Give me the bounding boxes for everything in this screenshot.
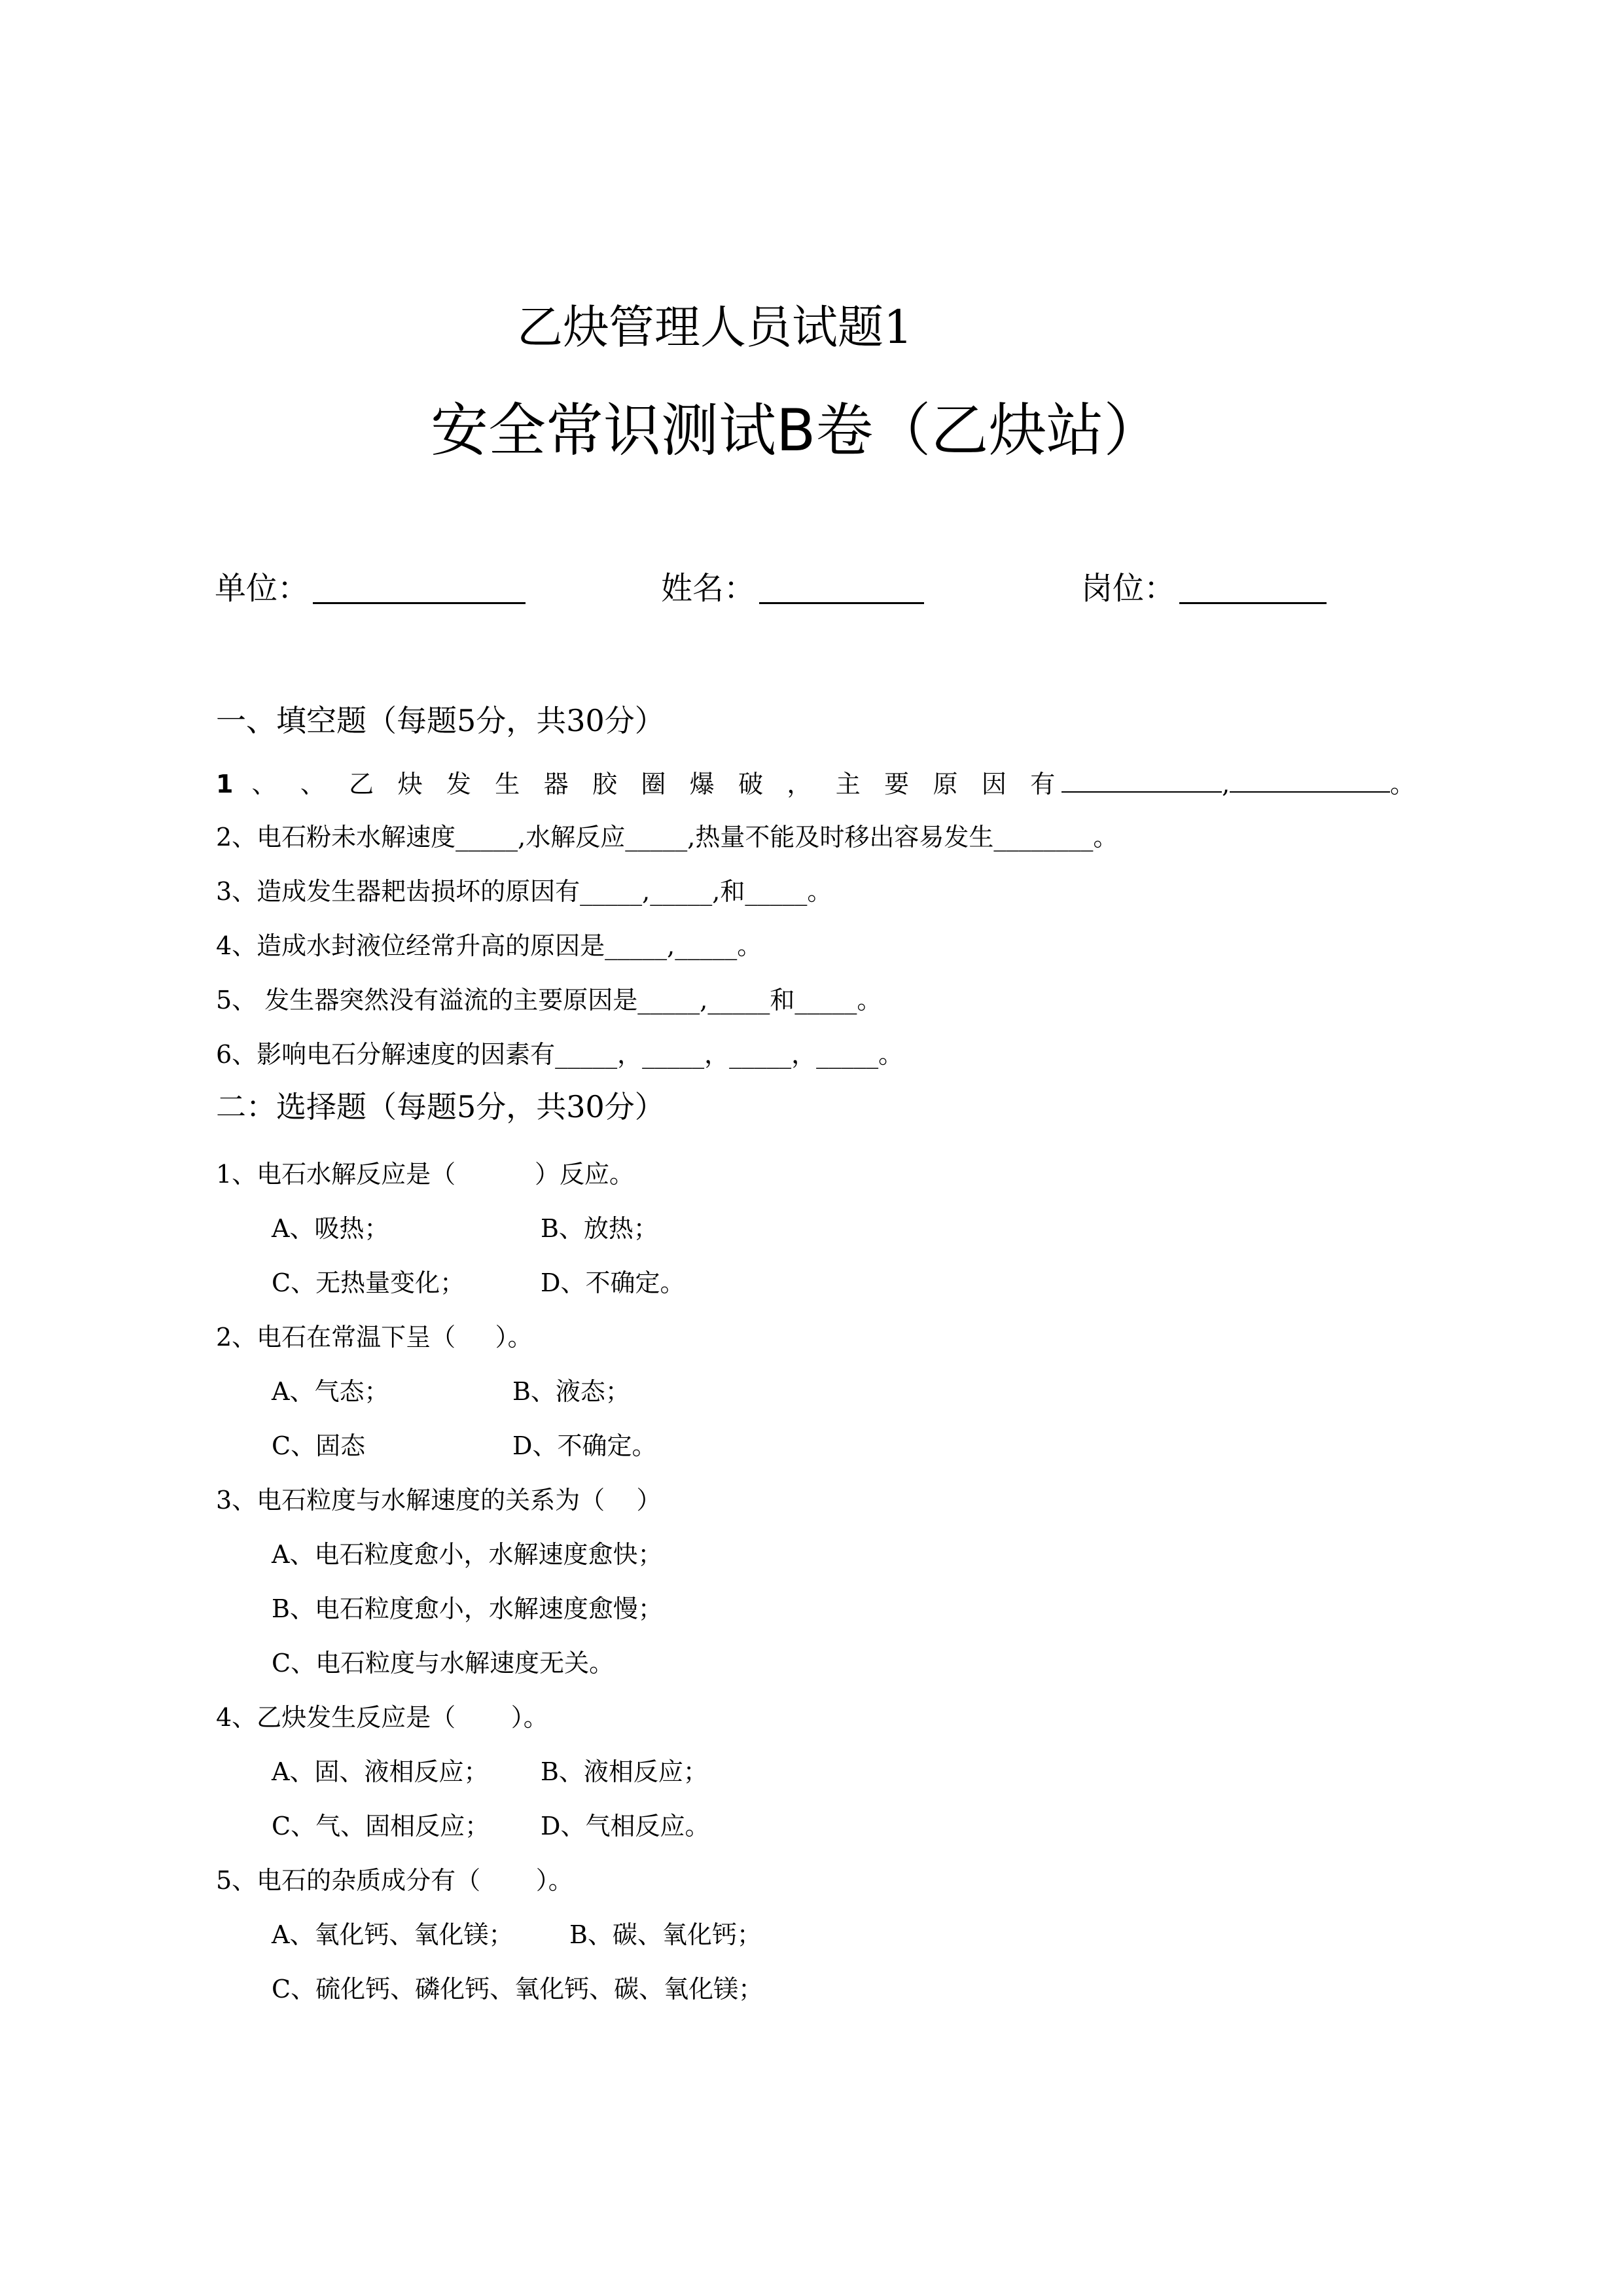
q3-option-b[interactable]: B、电石粒度愈小，水解速度愈慢； (272, 1594, 663, 1623)
q1-char: 有 (1030, 770, 1056, 798)
q1-char: 主 (835, 770, 861, 798)
q2-option-c[interactable]: C、固态 (272, 1431, 366, 1460)
q1-char: 、 (251, 770, 277, 798)
choice-question-3: 3、电石粒度与水解速度的关系为（ ） (216, 1486, 662, 1515)
q1-char: 原 (933, 770, 958, 798)
q4-option-c[interactable]: C、气、固相反应； (272, 1812, 490, 1840)
q5-option-b[interactable]: B、碳、氧化钙； (569, 1920, 762, 1949)
q1-char: 乙 (349, 770, 374, 798)
q1-option-d[interactable]: D、不确定。 (541, 1268, 685, 1297)
unit-blank[interactable] (313, 573, 526, 604)
section2-heading: 二：选择题（每题5分，共30分） (216, 1089, 665, 1124)
q1-char: 生 (495, 770, 520, 798)
fill-question-6: 6、影响电石分解速度的因素有_____，_____，_____，_____。 (216, 1040, 904, 1069)
post-blank[interactable] (1179, 573, 1327, 604)
q1-char: 、 (300, 770, 325, 798)
q1-end: 。 (1389, 770, 1415, 798)
q1-char: ， (787, 770, 812, 798)
q1-char: 圈 (641, 770, 666, 798)
q1-char: 爆 (689, 770, 715, 798)
name-field[interactable] (661, 570, 924, 607)
choice-question-4: 4、乙炔发生反应是（ ）。 (216, 1703, 548, 1732)
name-label: 姓名： (661, 570, 756, 607)
q1-separator: , (1222, 770, 1230, 798)
fill-question-3: 3、造成发生器耙齿损坏的原因有_____,_____,和_____。 (216, 877, 832, 906)
q1-text (251, 772, 1055, 797)
unit-label: 单位： (215, 570, 310, 607)
q5-option-c[interactable]: C、硫化钙、磷化钙、氧化钙、碳、氧化镁； (272, 1975, 764, 2003)
post-field[interactable] (1081, 570, 1327, 607)
q1-char: 器 (543, 770, 569, 798)
exam-title: 乙炔管理人员试题1 (517, 300, 913, 354)
q3-option-c[interactable]: C、电石粒度与水解速度无关。 (272, 1649, 615, 1677)
q1-blank-1[interactable] (1061, 769, 1222, 793)
choice-question-5: 5、电石的杂质成分有（ ）。 (216, 1866, 573, 1895)
q1-char: 破 (738, 770, 764, 798)
q1-option-c[interactable]: C、无热量变化； (272, 1268, 465, 1297)
q2-option-d[interactable]: D、不确定。 (512, 1431, 657, 1460)
fill-question-1 (216, 769, 1415, 797)
q1-char: 胶 (592, 770, 617, 798)
section1-heading: 一、填空题（每题5分，共30分） (216, 703, 665, 738)
unit-field[interactable] (215, 570, 526, 607)
choice-question-2: 2、电石在常温下呈（ ）。 (216, 1323, 533, 1352)
q4-option-d[interactable]: D、气相反应。 (541, 1812, 710, 1840)
q2-option-a[interactable]: A、气态； (272, 1377, 389, 1406)
q1-blank-2[interactable] (1230, 769, 1390, 793)
exam-subtitle: 安全常识测试B卷（乙炔站） (431, 397, 1162, 464)
q1-number: 1 (216, 770, 234, 798)
q5-option-a[interactable]: A、氧化钙、氧化镁； (272, 1920, 514, 1949)
q1-char: 发 (446, 770, 471, 798)
q4-option-a[interactable]: A、固、液相反应； (272, 1757, 489, 1786)
name-blank[interactable] (759, 573, 924, 604)
post-label: 岗位： (1081, 570, 1176, 607)
q1-char: 炔 (397, 770, 423, 798)
fill-question-2: 2、电石粉未水解速度_____,水解反应_____,热量不能及时移出容易发生________。 (216, 823, 1118, 852)
q4-option-b[interactable]: B、液相反应； (541, 1757, 708, 1786)
q1-char: 因 (981, 770, 1007, 798)
q1-char: 要 (884, 770, 910, 798)
q3-option-a[interactable]: A、电石粒度愈小，水解速度愈快； (272, 1540, 663, 1569)
fill-question-5: 5、 发生器突然没有溢流的主要原因是_____,_____和_____。 (216, 986, 882, 1014)
choice-question-1: 1、电石水解反应是（ ）反应。 (216, 1160, 634, 1189)
q1-option-b[interactable]: B、放热； (541, 1214, 658, 1243)
q2-option-b[interactable]: B、液态； (512, 1377, 630, 1406)
q1-option-a[interactable]: A、吸热； (272, 1214, 389, 1243)
fill-question-4: 4、造成水封液位经常升高的原因是_____,_____。 (216, 931, 762, 960)
